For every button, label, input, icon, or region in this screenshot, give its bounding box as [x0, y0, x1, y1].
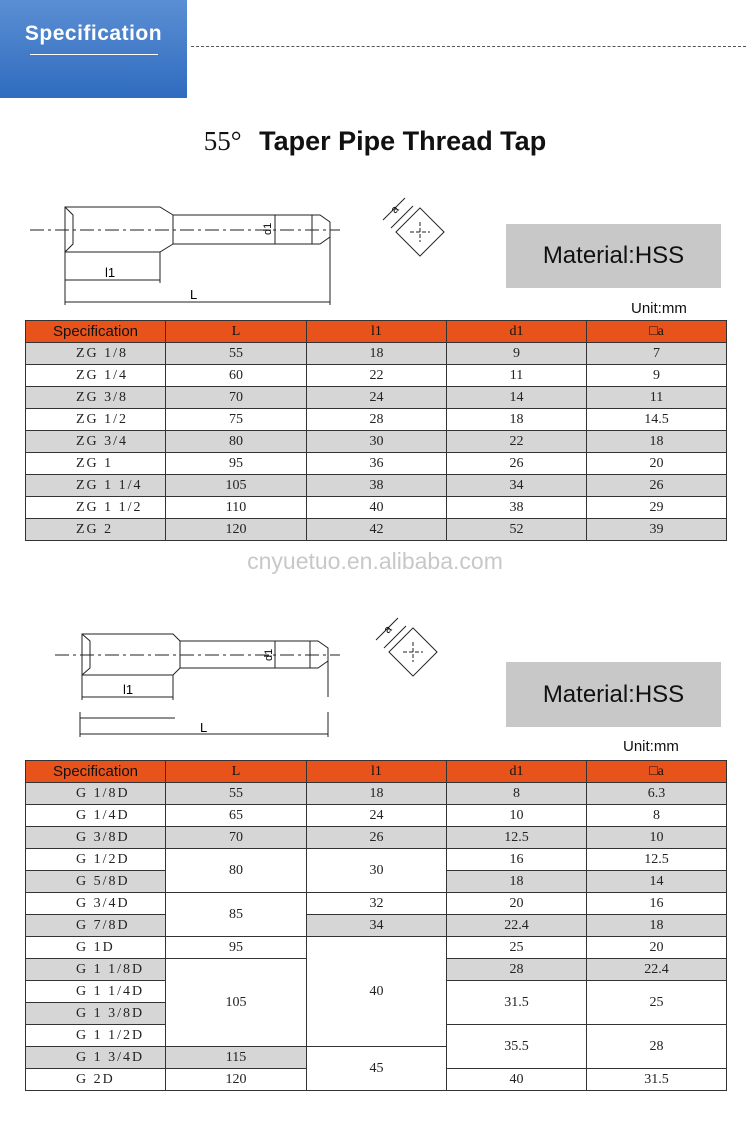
- l1-cell: 18: [307, 783, 447, 805]
- spec-cell: ZG 1 1/4: [26, 475, 166, 497]
- L-cell: 110: [166, 497, 307, 519]
- table2-header-row: [26, 761, 727, 783]
- table2-header-l1: l1: [307, 761, 447, 783]
- a-cell: 7: [587, 343, 727, 365]
- spec-cell: G 1 1/4D: [26, 981, 166, 1003]
- spec-cell: G 2D: [26, 1069, 166, 1091]
- d1-cell: 22: [447, 431, 587, 453]
- table1-header-spec: Specification: [26, 321, 166, 343]
- spec-cell: ZG 3/8: [26, 387, 166, 409]
- table2-header-L: L: [166, 761, 307, 783]
- drawing2-a-label: a: [381, 623, 395, 637]
- spec-cell: G 5/8D: [26, 871, 166, 893]
- a-cell: 20: [587, 937, 727, 959]
- drawing1-L-label: L: [190, 287, 198, 302]
- d1-cell: 8: [447, 783, 587, 805]
- L-cell: 70: [166, 387, 307, 409]
- table1-header-row: [26, 321, 727, 343]
- tap-drawing-2: [50, 615, 340, 745]
- l1-cell: 45: [307, 1047, 447, 1091]
- L-cell: 65: [166, 805, 307, 827]
- L-cell: 95: [166, 453, 307, 475]
- spec-cell: ZG 1: [26, 453, 166, 475]
- l1-cell: 26: [307, 827, 447, 849]
- spec-cell: G 7/8D: [26, 915, 166, 937]
- section-header-badge: [0, 0, 187, 98]
- d1-cell: 18: [447, 871, 587, 893]
- L-cell: 85: [166, 893, 307, 937]
- l1-cell: 34: [307, 915, 447, 937]
- a-cell: 22.4: [587, 959, 727, 981]
- table-row: [26, 893, 727, 915]
- table-row: [26, 805, 727, 827]
- square-drive-drawing-1: [375, 190, 465, 275]
- material-label-1: Material:HSS: [506, 224, 721, 288]
- L-cell: 115: [166, 1047, 307, 1069]
- L-cell: 120: [166, 1069, 307, 1091]
- table-row: [26, 497, 727, 519]
- d1-cell: 26: [447, 453, 587, 475]
- l1-cell: 24: [307, 805, 447, 827]
- d1-cell: 22.4: [447, 915, 587, 937]
- a-cell: 12.5: [587, 849, 727, 871]
- tap-drawing-1: [25, 185, 345, 310]
- a-cell: 31.5: [587, 1069, 727, 1091]
- a-cell: 28: [587, 1025, 727, 1069]
- L-cell: 105: [166, 475, 307, 497]
- material-label-2: Material:HSS: [506, 662, 721, 727]
- d1-cell: 25: [447, 937, 587, 959]
- a-cell: 39: [587, 519, 727, 541]
- spec-cell: ZG 1/4: [26, 365, 166, 387]
- drawing1-a-label: a: [388, 203, 402, 217]
- l1-cell: 22: [307, 365, 447, 387]
- table-row: [26, 827, 727, 849]
- l1-cell: 32: [307, 893, 447, 915]
- L-cell: 60: [166, 365, 307, 387]
- spec-cell: ZG 1 1/2: [26, 497, 166, 519]
- table1-header-d1: d1: [447, 321, 587, 343]
- d1-cell: 16: [447, 849, 587, 871]
- d1-cell: 20: [447, 893, 587, 915]
- spec-table-2: [25, 760, 727, 1091]
- a-cell: 6.3: [587, 783, 727, 805]
- spec-cell: G 1 3/4D: [26, 1047, 166, 1069]
- table1-header-a: □a: [587, 321, 727, 343]
- spec-cell: G 1/4D: [26, 805, 166, 827]
- a-cell: 9: [587, 365, 727, 387]
- d1-cell: 9: [447, 343, 587, 365]
- l1-cell: 36: [307, 453, 447, 475]
- a-cell: 16: [587, 893, 727, 915]
- watermark-text: cnyuetuo.en.alibaba.com: [247, 548, 503, 574]
- drawing1-d1-label: d1: [262, 222, 274, 235]
- title-text: Taper Pipe Thread Tap: [259, 126, 547, 156]
- table-row: [26, 431, 727, 453]
- L-cell: 70: [166, 827, 307, 849]
- a-cell: 29: [587, 497, 727, 519]
- l1-cell: 30: [307, 849, 447, 893]
- header-underline: [30, 54, 158, 55]
- unit-label-1: Unit:mm: [631, 300, 687, 317]
- drawing2-l1-label: l1: [123, 682, 134, 697]
- table-row: [26, 475, 727, 497]
- d1-cell: 28: [447, 959, 587, 981]
- l1-cell: 18: [307, 343, 447, 365]
- l1-cell: 38: [307, 475, 447, 497]
- L-cell: 80: [166, 849, 307, 893]
- drawing1-l1-label: l1: [105, 265, 116, 280]
- spec-cell: G 1D: [26, 937, 166, 959]
- spec-cell: ZG 1/2: [26, 409, 166, 431]
- table1-header-l1: l1: [307, 321, 447, 343]
- a-cell: 10: [587, 827, 727, 849]
- d1-cell: 52: [447, 519, 587, 541]
- d1-cell: 14: [447, 387, 587, 409]
- table-row: [26, 849, 727, 871]
- d1-cell: 10: [447, 805, 587, 827]
- table-row: [26, 453, 727, 475]
- title-angle: 55°: [203, 126, 242, 156]
- d1-cell: 11: [447, 365, 587, 387]
- spec-cell: G 1 3/8D: [26, 1003, 166, 1025]
- a-cell: 14: [587, 871, 727, 893]
- table-row: [26, 937, 727, 959]
- table-row: [26, 409, 727, 431]
- L-cell: 105: [166, 959, 307, 1047]
- d1-cell: 34: [447, 475, 587, 497]
- a-cell: 14.5: [587, 409, 727, 431]
- spec-cell: G 3/8D: [26, 827, 166, 849]
- header-divider: [191, 46, 746, 47]
- square-drive-drawing-2: [368, 610, 458, 695]
- d1-cell: 31.5: [447, 981, 587, 1025]
- spec-cell: G 3/4D: [26, 893, 166, 915]
- spec-cell: ZG 3/4: [26, 431, 166, 453]
- spec-cell: ZG 2: [26, 519, 166, 541]
- L-cell: 80: [166, 431, 307, 453]
- L-cell: 75: [166, 409, 307, 431]
- spec-cell: G 1/2D: [26, 849, 166, 871]
- a-cell: 8: [587, 805, 727, 827]
- table-row: [26, 915, 727, 937]
- table2-header-spec: Specification: [26, 761, 166, 783]
- d1-cell: 38: [447, 497, 587, 519]
- a-cell: 25: [587, 981, 727, 1025]
- table2-header-a: □a: [587, 761, 727, 783]
- l1-cell: 40: [307, 937, 447, 1047]
- table-row: [26, 365, 727, 387]
- unit-label-2: Unit:mm: [623, 738, 679, 755]
- a-cell: 18: [587, 915, 727, 937]
- table-row: [26, 387, 727, 409]
- spec-cell: G 1/8D: [26, 783, 166, 805]
- d1-cell: 35.5: [447, 1025, 587, 1069]
- spec-cell: G 1 1/8D: [26, 959, 166, 981]
- spec-table-1: [25, 320, 727, 541]
- drawing2-L-label: L: [200, 720, 208, 735]
- table1-header-L: L: [166, 321, 307, 343]
- a-cell: 11: [587, 387, 727, 409]
- table-row: [26, 343, 727, 365]
- l1-cell: 42: [307, 519, 447, 541]
- l1-cell: 28: [307, 409, 447, 431]
- d1-cell: 40: [447, 1069, 587, 1091]
- l1-cell: 24: [307, 387, 447, 409]
- L-cell: 55: [166, 343, 307, 365]
- l1-cell: 40: [307, 497, 447, 519]
- table2-header-d1: d1: [447, 761, 587, 783]
- a-cell: 18: [587, 431, 727, 453]
- a-cell: 26: [587, 475, 727, 497]
- spec-cell: ZG 1/8: [26, 343, 166, 365]
- d1-cell: 18: [447, 409, 587, 431]
- page-title: [0, 126, 750, 157]
- table-row: [26, 783, 727, 805]
- d1-cell: 12.5: [447, 827, 587, 849]
- table-row: [26, 519, 727, 541]
- a-cell: 20: [587, 453, 727, 475]
- drawing2-d1-label: d1: [263, 648, 275, 661]
- L-cell: 55: [166, 783, 307, 805]
- L-cell: 95: [166, 937, 307, 959]
- section-header-label: Specification: [24, 22, 163, 45]
- spec-cell: G 1 1/2D: [26, 1025, 166, 1047]
- l1-cell: 30: [307, 431, 447, 453]
- L-cell: 120: [166, 519, 307, 541]
